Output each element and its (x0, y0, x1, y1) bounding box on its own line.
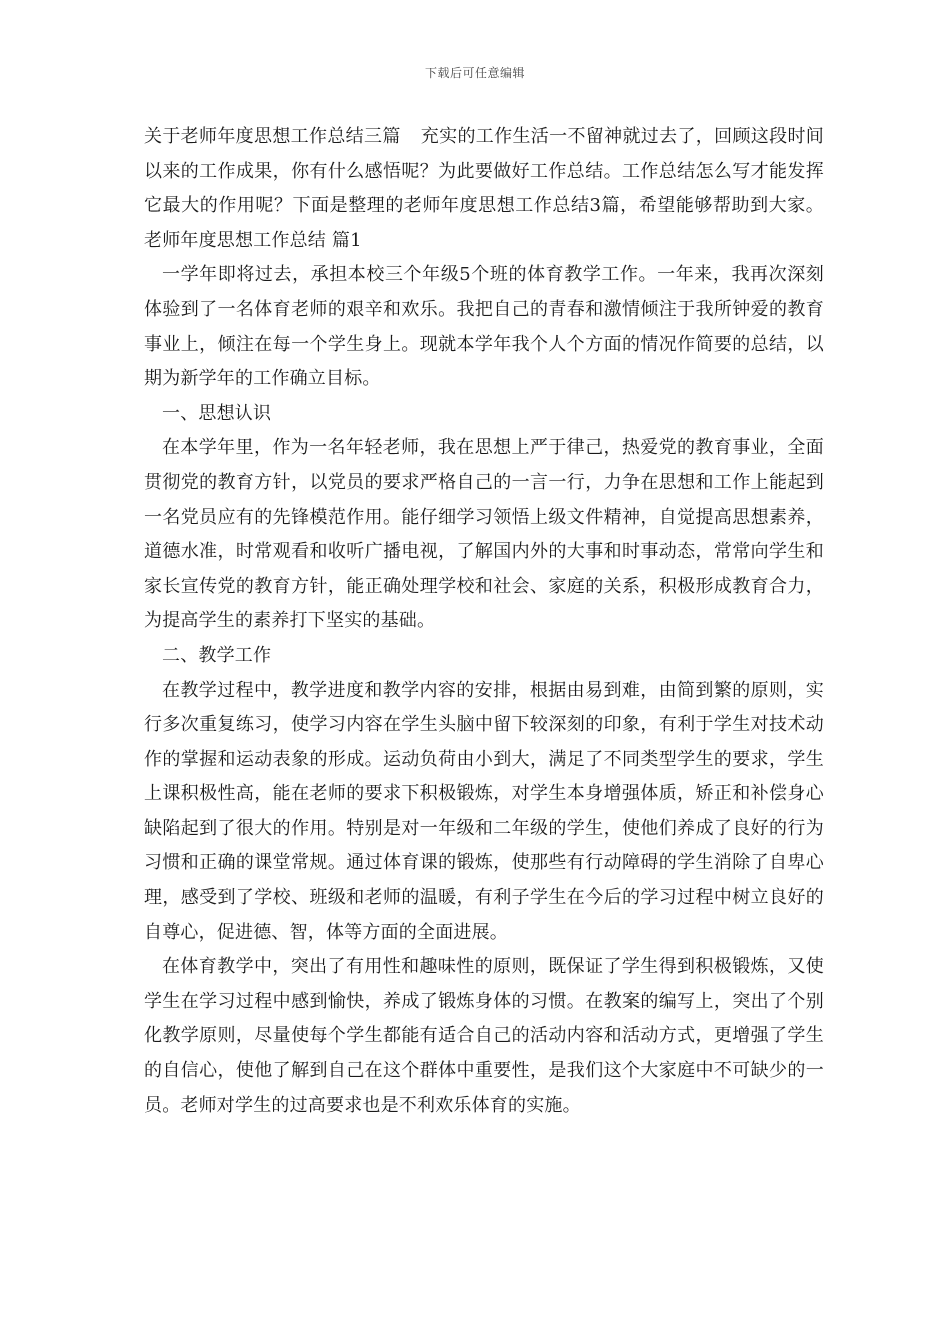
intro-paragraph (144, 120, 824, 258)
page-header: 下载后可任意编辑 (424, 66, 525, 80)
paragraph-teaching: 在教学过程中，教学进度和教学内容的安排，根据由易到难，由简到繁的原则，实行多次重复练习，使学习内容在学生头脑中留下较深刻的印象，有利于学生对技术动作的掌握和运动表象的形成。运动负荷由小到大，满足了不同类型学生的要求，学生上课积极性高，能在老师的要求下积极锻炼，对学生本身增强体质，矫正和补偿身心缺陷起到了很大的作用。特别是对一年级和二年级的学生，使他们养成了良好的行为习惯和正确的课堂常规。通过体育课的锻炼，使那些有行动障碍的学生消除了自卑心理，感受到了学校、班级和老师的温暖，有利子学生在今后的学习过程中树立良好的自尊心，促进德、智，体等方面的全面进展。 (144, 679, 824, 943)
section-heading-ideology: 一、思想认识 (162, 402, 272, 424)
document-title: 关于老师年度思想工作总结三篇 (144, 126, 401, 147)
paragraph-ideology: 在本学年里，作为一名年轻老师，我在思想上严于律己，热爱党的教育事业，全面贯彻党的教育方针，以党员的要求严格自己的一言一行，力争在思想和工作上能起到一名党员应有的先锋模范作用。能仔细学习领悟上级文件精神，自觉提高思想素养，道德水准，时常观看和收听广播电视，了解国内外的大事和时事动态，常常向学生和家长宣传党的教育方针，能正确处理学校和社会、家庭的关系，积极形成教育合力，为提高学生的素养打下坚实的基础。 (144, 437, 824, 632)
section-heading-teaching: 二、教学工作 (162, 644, 272, 666)
paragraph-overview: 一学年即将过去，承担本校三个年级5个班的体育教学工作。一年来，我再次深刻体验到了一名体育老师的艰辛和欢乐。我把自己的青春和激情倾注于我所钟爱的教育事业上，倾注在每一个学生身上。现就本学年我个人个方面的情况作简要的总结，以期为新学年的工作确立目标。 (144, 264, 824, 390)
document-body (144, 120, 824, 1123)
intro-text: 充实的工作生活一不留神就过去了，回顾这段时间以来的工作成果，你有什么感悟呢？为此要做好工作总结。工作总结怎么写才能发挥它最大的作用呢？下面是整理的老师年度思想工作总结3篇，希望能够帮助到大家。老师年度思想工作总结 篇1 (144, 126, 824, 251)
paragraph-pe-teaching: 在体育教学中，突出了有用性和趣味性的原则，既保证了学生得到积极锻炼，又使学生在学习过程中感到愉快，养成了锻炼身体的习惯。在教案的编写上，突出了个别化教学原则，尽量使每个学生都能有适合自己的活动内容和活动方式，更增强了学生的自信心，使他了解到自己在这个群体中重要性，是我们这个大家庭中不可缺少的一员。老师对学生的过高要求也是不利欢乐体育的实施。 (144, 956, 824, 1116)
